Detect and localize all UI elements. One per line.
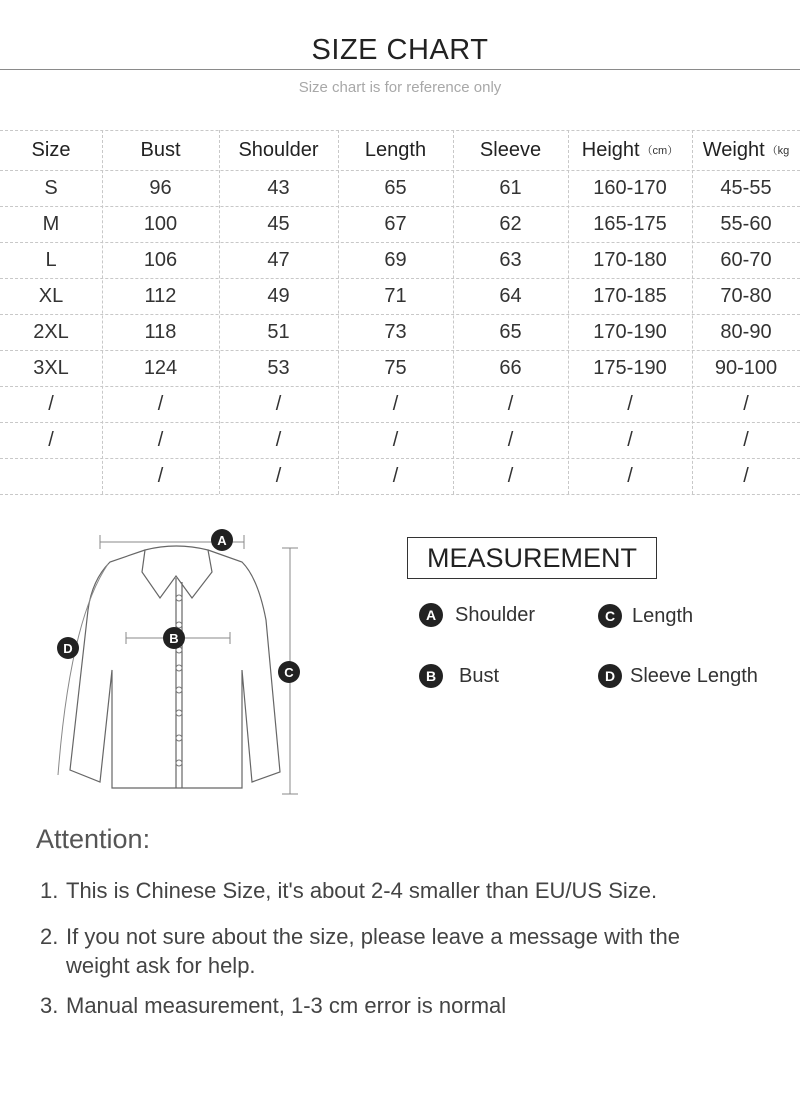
table-row bbox=[0, 278, 800, 314]
table-cell: / bbox=[627, 464, 633, 487]
header-label: Weight bbox=[702, 138, 765, 161]
table-cell: 73 bbox=[384, 320, 407, 343]
table-cell: 100 bbox=[143, 212, 178, 235]
table-cell: / bbox=[743, 392, 749, 415]
badge-c bbox=[278, 661, 300, 683]
table-row bbox=[0, 422, 800, 458]
measure-lines bbox=[58, 535, 298, 794]
table-grid-line bbox=[0, 350, 800, 351]
table-cell: / bbox=[743, 464, 749, 487]
table-cell: 55-60 bbox=[720, 212, 772, 235]
table-cell: 62 bbox=[499, 212, 522, 235]
table-cell: 43 bbox=[267, 176, 290, 199]
table-grid-line bbox=[0, 422, 800, 423]
table-header-cell bbox=[102, 130, 219, 170]
table-cell: 170-185 bbox=[593, 284, 667, 307]
header-unit: （kg bbox=[766, 145, 790, 157]
table-header-cell bbox=[568, 130, 692, 170]
legend-label: Shoulder bbox=[455, 603, 536, 626]
legend-label: Bust bbox=[459, 664, 500, 687]
table-cell: / bbox=[392, 464, 399, 487]
header-label: Sleeve bbox=[479, 138, 542, 161]
table-cell: / bbox=[392, 428, 399, 451]
table-grid-line bbox=[0, 278, 800, 279]
table-cell: 160-170 bbox=[593, 176, 667, 199]
table-cell: 45-55 bbox=[720, 176, 772, 199]
table-cell: / bbox=[507, 392, 514, 415]
table-row bbox=[0, 242, 800, 278]
badge-a-label: A bbox=[217, 533, 227, 548]
legend-bust bbox=[419, 664, 499, 688]
note-number: 1. bbox=[40, 878, 59, 903]
legend-length bbox=[598, 604, 693, 628]
table-cell: / bbox=[48, 428, 54, 451]
note-text: Manual measurement, 1-3 cm error is normal bbox=[66, 993, 507, 1018]
badge-b-icon: B bbox=[419, 664, 443, 688]
table-cell: 65 bbox=[499, 320, 522, 343]
table-cell: / bbox=[627, 392, 633, 415]
table-cell: 175-190 bbox=[593, 356, 667, 379]
table-grid-line bbox=[0, 314, 800, 315]
table-grid-line bbox=[219, 130, 220, 494]
note-text-continued: weight ask for help. bbox=[66, 953, 256, 978]
table-cell bbox=[0, 458, 102, 494]
table-cell: 64 bbox=[499, 284, 522, 307]
badge-a bbox=[211, 529, 233, 551]
table-cell: 63 bbox=[499, 248, 522, 271]
shirt-buttons bbox=[176, 595, 182, 766]
table-row bbox=[0, 170, 800, 206]
table-cell: 106 bbox=[143, 248, 178, 271]
table-cell: 70-80 bbox=[720, 284, 772, 307]
table-cell: 170-180 bbox=[593, 248, 667, 271]
table-cell: / bbox=[275, 428, 282, 451]
table-grid-line bbox=[692, 130, 693, 494]
header-label: Height bbox=[581, 138, 640, 161]
page-subtitle: Size chart is for reference only bbox=[298, 79, 502, 96]
note-1 bbox=[40, 876, 657, 905]
header-label: Bust bbox=[140, 138, 181, 161]
badge-b-label: B bbox=[169, 631, 179, 646]
table-cell: / bbox=[275, 392, 282, 415]
table-cell: S bbox=[44, 176, 58, 199]
table-grid-line bbox=[0, 206, 800, 207]
note-3 bbox=[40, 991, 506, 1020]
table-cell: 71 bbox=[384, 284, 407, 307]
table-cell: 112 bbox=[144, 284, 177, 307]
table-cell: / bbox=[157, 392, 164, 415]
table-cell: / bbox=[627, 428, 633, 451]
page-title: SIZE CHART bbox=[311, 34, 489, 66]
table-row bbox=[0, 386, 800, 422]
badge-c-icon: C bbox=[598, 604, 622, 628]
table-header-cell bbox=[0, 130, 102, 170]
table-cell: / bbox=[157, 428, 164, 451]
table-cell: 51 bbox=[267, 320, 290, 343]
badge-c-label: C bbox=[284, 665, 294, 680]
note-text: This is Chinese Size, it's about 2-4 smaller than EU/US Size. bbox=[66, 878, 658, 903]
table-cell: 60-70 bbox=[720, 248, 772, 271]
header-unit: （cm） bbox=[641, 145, 679, 157]
table-grid-line bbox=[338, 130, 339, 494]
table-cell: 118 bbox=[144, 320, 177, 343]
table-cell: 66 bbox=[499, 356, 522, 379]
note-text: If you not sure about the size, please leave a message with the bbox=[66, 924, 680, 949]
table-cell: 69 bbox=[384, 248, 407, 271]
table-cell: / bbox=[507, 464, 514, 487]
header-label: Shoulder bbox=[238, 138, 319, 161]
table-cell: / bbox=[275, 464, 282, 487]
note-number: 3. bbox=[40, 993, 59, 1018]
table-cell: 80-90 bbox=[720, 320, 772, 343]
legend-shoulder bbox=[419, 603, 535, 627]
table-row bbox=[0, 350, 800, 386]
badge-b bbox=[163, 627, 185, 649]
table-cell: 47 bbox=[267, 248, 290, 271]
table-grid-line bbox=[0, 242, 800, 243]
table-cell: 65 bbox=[384, 176, 407, 199]
note-number: 2. bbox=[40, 924, 59, 949]
shirt-diagram bbox=[30, 520, 340, 810]
table-cell: / bbox=[507, 428, 514, 451]
legend-sleeve-length bbox=[598, 664, 758, 688]
header-label: Length bbox=[364, 138, 427, 161]
table-grid-line bbox=[102, 130, 103, 494]
table-row bbox=[0, 206, 800, 242]
header-label: Size bbox=[31, 138, 71, 161]
table-cell: 67 bbox=[384, 212, 407, 235]
note-2 bbox=[40, 922, 680, 980]
table-header-row bbox=[0, 130, 800, 170]
shirt-outline bbox=[70, 546, 280, 788]
table-cell: 170-190 bbox=[593, 320, 667, 343]
table-cell: / bbox=[392, 392, 399, 415]
table-header-cell bbox=[338, 130, 453, 170]
table-grid-line bbox=[453, 130, 454, 494]
title-divider bbox=[0, 69, 800, 70]
table-grid-line bbox=[0, 170, 800, 171]
table-grid-line bbox=[568, 130, 569, 494]
table-row bbox=[0, 314, 800, 350]
table-grid-line bbox=[0, 386, 800, 387]
table-cell: L bbox=[45, 248, 57, 271]
badge-d-label: D bbox=[63, 641, 73, 656]
table-cell: 90-100 bbox=[714, 356, 778, 379]
table-cell: / bbox=[48, 392, 54, 415]
table-cell: 61 bbox=[499, 176, 522, 199]
table-cell: / bbox=[743, 428, 749, 451]
badge-a-icon: A bbox=[419, 603, 443, 627]
table-cell: 124 bbox=[143, 356, 178, 379]
measurement-title: MEASUREMENT bbox=[407, 537, 657, 579]
table-header-cell bbox=[692, 130, 800, 170]
table-cell: 3XL bbox=[33, 356, 69, 379]
table-grid-line bbox=[0, 494, 800, 495]
table-cell: XL bbox=[38, 284, 64, 307]
table-cell: 96 bbox=[149, 176, 172, 199]
table-cell: 165-175 bbox=[593, 212, 667, 235]
table-cell: 49 bbox=[267, 284, 290, 307]
table-cell: 53 bbox=[267, 356, 290, 379]
table-header-cell bbox=[453, 130, 568, 170]
table-row bbox=[0, 458, 800, 494]
table-cell: 75 bbox=[384, 356, 407, 379]
table-cell: M bbox=[42, 212, 60, 235]
badge-d bbox=[57, 637, 79, 659]
table-header-cell bbox=[219, 130, 338, 170]
badge-d-icon: D bbox=[598, 664, 622, 688]
table-cell: / bbox=[157, 464, 164, 487]
table-cell: 2XL bbox=[33, 320, 69, 343]
legend-label: Length bbox=[632, 604, 694, 627]
table-grid-line bbox=[0, 130, 800, 131]
table-cell: 45 bbox=[267, 212, 290, 235]
legend-label: Sleeve Length bbox=[630, 664, 758, 687]
attention-title: Attention: bbox=[36, 824, 151, 854]
table-grid-line bbox=[0, 458, 800, 459]
size-table bbox=[0, 130, 800, 494]
